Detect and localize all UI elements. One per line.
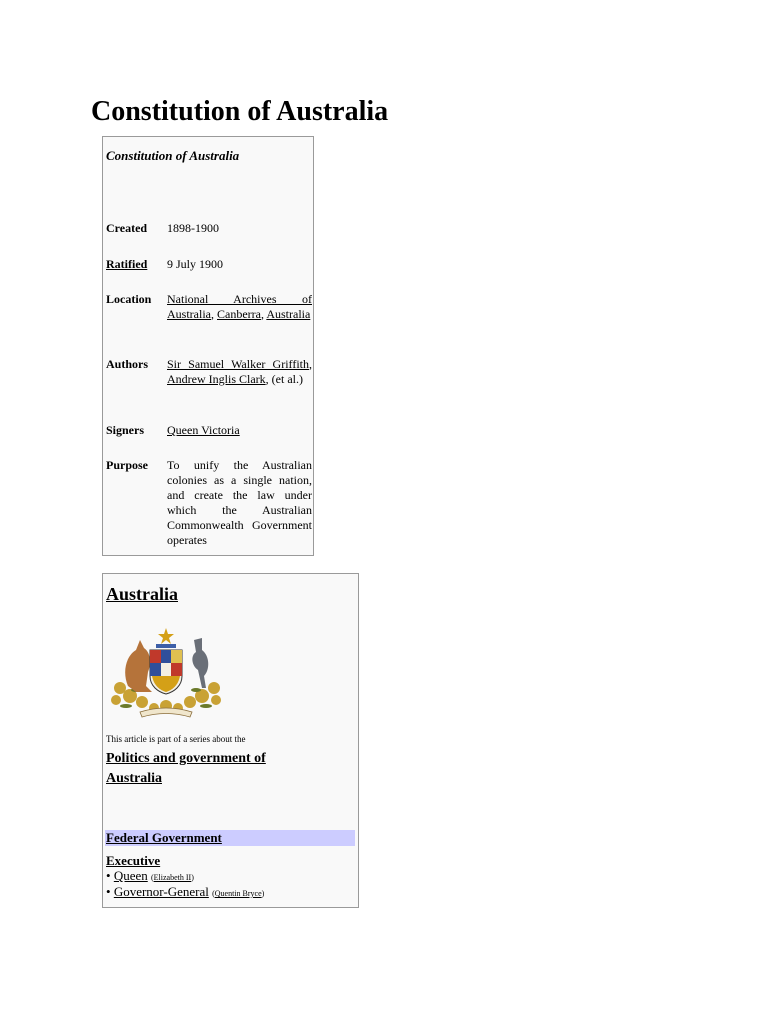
federal-government-link[interactable]: Federal Government xyxy=(106,830,222,845)
national-archives-link[interactable]: National Archives of Australia xyxy=(167,292,312,321)
created-value: 1898-1900 xyxy=(167,221,219,235)
page-title: Constitution of Australia xyxy=(91,96,389,127)
purpose-label: Purpose xyxy=(106,458,148,472)
constitution-infobox xyxy=(102,136,314,556)
coat-of-arms-icon[interactable] xyxy=(106,626,226,718)
canberra-link[interactable]: Canberra xyxy=(217,307,261,321)
ratified-link[interactable]: Ratified xyxy=(106,257,148,271)
politics-and-government-link[interactable]: Politics and government of Australia xyxy=(106,751,266,786)
separator: , xyxy=(260,307,267,321)
series-note: This article is part of a series about the xyxy=(106,734,246,744)
purpose-value: To unify the Australian colonies as a single nation, and create the law under which the Australian Commonwealth Government operates xyxy=(167,458,312,547)
separator: , xyxy=(211,307,217,321)
quentin-bryce-link[interactable]: Quentin Bryce xyxy=(214,889,262,898)
separator: , xyxy=(309,357,312,371)
queen-victoria-link[interactable]: Queen Victoria xyxy=(167,423,240,437)
et-al-text: , (et al.) xyxy=(265,372,303,386)
nav-item-governor-general: • Governor-General (Quentin Bryce) xyxy=(106,884,265,899)
australia-link[interactable]: Australia xyxy=(266,307,311,321)
griffith-link[interactable]: Sir Samuel Walker Griffith xyxy=(167,357,309,371)
nav-item-queen: • Queen (Elizabeth II) xyxy=(106,868,194,883)
clark-link[interactable]: Andrew Inglis Clark xyxy=(167,372,266,386)
elizabeth-ii-link[interactable]: Elizabeth II xyxy=(153,873,192,882)
governor-general-link[interactable]: Governor-General xyxy=(113,884,209,899)
signers-value xyxy=(167,423,312,438)
signers-label: Signers xyxy=(106,423,145,437)
ratified-value: 9 July 1900 xyxy=(167,257,224,271)
queen-link[interactable]: Queen xyxy=(113,868,148,883)
australia-link[interactable]: Australia xyxy=(106,584,178,604)
bullet: • xyxy=(106,884,111,899)
infobox-caption: Constitution of Australia xyxy=(106,148,240,163)
location-value xyxy=(167,292,312,322)
created-label: Created xyxy=(106,221,148,235)
bullet: • xyxy=(106,868,111,883)
location-label: Location xyxy=(106,292,152,306)
authors-value xyxy=(167,357,312,387)
authors-label: Authors xyxy=(106,357,149,371)
federal-government-header xyxy=(105,830,355,846)
executive-link[interactable]: Executive xyxy=(106,853,161,868)
politics-series-navbox xyxy=(102,573,359,908)
